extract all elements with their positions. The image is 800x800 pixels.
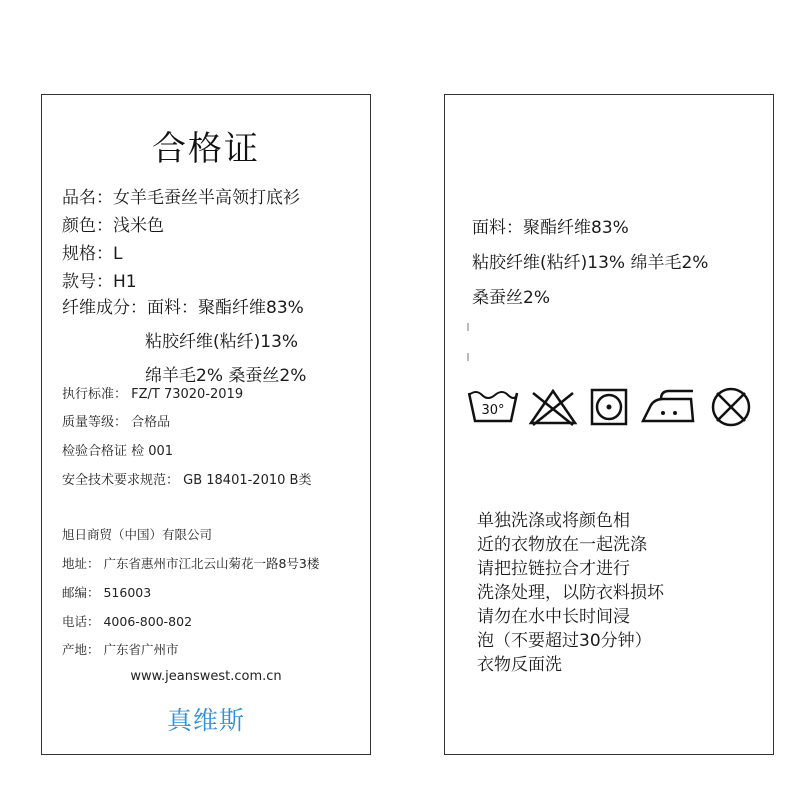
execution-standard: 执行标准： FZ/T 73020-2019 [62, 387, 244, 402]
tumble-dry-icon [589, 387, 629, 427]
fiber-composition: 纤维成分：面料：聚酯纤维83% [62, 298, 304, 318]
quality-grade: 质量等级： 合格品 [62, 415, 171, 430]
certificate-label [41, 94, 371, 755]
wash-temperature: 30° [481, 403, 505, 418]
fiber-composition-line3: 绵羊毛2% 桑蚕丝2% [145, 366, 307, 386]
fabric-line-1: 面料：聚酯纤维83% [472, 218, 629, 238]
fabric-line-2: 粘胶纤维(粘纤)13% 绵羊毛2% [472, 253, 709, 273]
do-not-dry-clean-icon [709, 385, 753, 429]
certificate-title: 合格证 [152, 129, 260, 169]
product-name: 品名：女羊毛蚕丝半高领打底衫 [62, 188, 300, 208]
fabric-line-3: 桑蚕丝2% [472, 288, 550, 308]
origin: 产地： 广东省广州市 [62, 642, 179, 657]
instruction-line: 近的衣物放在一起洗涤 [477, 535, 647, 555]
style-number: 款号：H1 [62, 272, 137, 292]
instruction-line: 泡（不要超过30分钟） [477, 631, 652, 651]
faint-mark [467, 353, 469, 361]
postcode: 邮编： 516003 [62, 585, 152, 600]
instruction-line: 衣物反面洗 [477, 655, 562, 675]
size-field: 规格：L [62, 244, 123, 264]
instruction-line: 请把拉链拉合才进行 [477, 559, 630, 579]
wash-instructions [477, 509, 664, 677]
care-label [444, 94, 774, 755]
do-not-bleach-icon [527, 387, 579, 427]
website-url: www.jeanswest.com.cn [130, 669, 282, 684]
wash-30-icon [465, 387, 521, 427]
brand-name: 真维斯 [166, 706, 245, 735]
company-name: 旭日商贸（中国）有限公司 [62, 527, 213, 542]
instruction-line: 单独洗涤或将颜色相 [477, 511, 630, 531]
fiber-composition-line2: 粘胶纤维(粘纤)13% [145, 332, 299, 352]
phone: 电话： 4006-800-802 [62, 614, 193, 629]
company-address: 地址： 广东省惠州市江北云山菊花一路8号3楼 [62, 556, 320, 571]
instruction-line: 洗涤处理，以防衣料损坏 [477, 583, 664, 603]
faint-mark [467, 323, 469, 331]
color-field: 颜色：浅米色 [62, 216, 164, 236]
safety-standard: 安全技术要求规范： GB 18401-2010 B类 [62, 473, 312, 488]
iron-medium-icon [639, 387, 699, 427]
instruction-line: 请勿在水中长时间浸 [477, 607, 630, 627]
inspection-certificate: 检验合格证 检 001 [62, 444, 174, 459]
